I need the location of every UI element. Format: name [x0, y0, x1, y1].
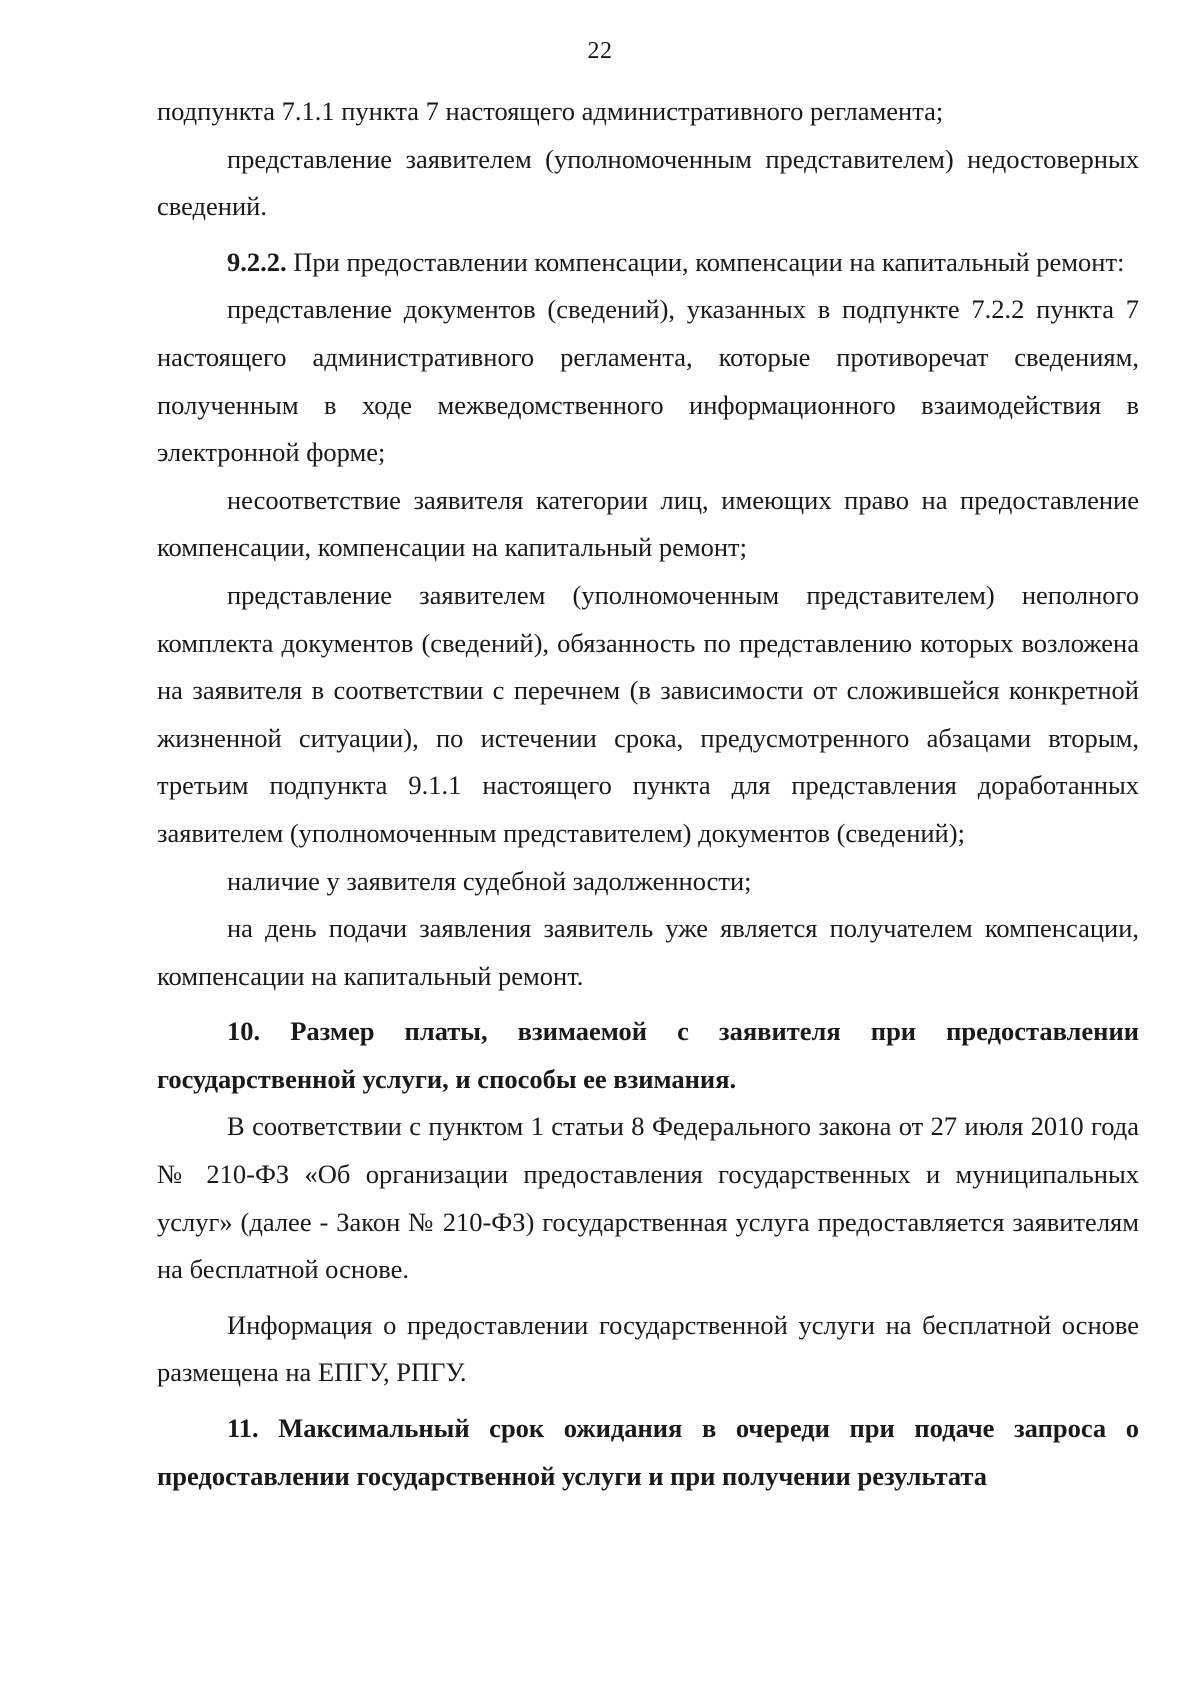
document-body — [157, 88, 1139, 1500]
section-heading-10: 10. Размер платы, взимаемой с заявителя при предоставлении государственной услуги, и способы ее взимания. — [157, 1016, 1139, 1094]
paragraph-already-recipient: на день подачи заявления заявитель уже является получателем компенсации, компенсации на капитальный ремонт. — [157, 913, 1139, 991]
paragraph-9-2-2 — [157, 239, 1139, 287]
section-heading-11: 11. Максимальный срок ожидания в очереди при подаче запроса о предоставлении государственной услуги и при получении результата — [157, 1413, 1139, 1491]
paragraph-category-mismatch: несоответствие заявителя категории лиц, имеющих право на предоставление компенсации, компенсации на капитальный ремонт; — [157, 484, 1139, 563]
paragraph-info-epgu: Информация о предоставлении государственной услуги на бесплатной основе размещена на ЕПГУ, РПГУ. — [157, 1309, 1139, 1388]
paragraph-free-of-charge: В соответствии с пунктом 1 статьи 8 Федерального закона от 27 июля 2010 года № 210-ФЗ «Об организации предоставления государственных и муниципальных услуг» (далее - Закон № 210-ФЗ) государственная услуга предоставляется заявителям на бесплатной основе. — [157, 1111, 1139, 1285]
paragraph-contradicting-docs: представление документов (сведений), указанных в подпункте 7.2.2 пункта 7 настоящего административного регламента, которые противоречат сведениям, полученным в ходе межведомственного информационного взаимодействия в электронной форме; — [157, 294, 1139, 468]
page-number: 22 — [587, 38, 613, 64]
paragraph-false-info: представление заявителем (уполномоченным представителем) недостоверных сведений. — [157, 143, 1139, 222]
clause-text: При предоставлении компенсации, компенсации на капитальный ремонт: — [293, 246, 1125, 277]
paragraph-incomplete-docs: представление заявителем (уполномоченным представителем) неполного комплекта документов (сведений), обязанность по представлению которых возложена на заявителя в соответствии с перечнем (в зависимости от сложившейся конкретной жизненной ситуации), по истечении срока, предусмотренного абзацами вторым, третьим подпункта 9.1.1 настоящего пункта для представления доработанных заявителем (уполномоченным представителем) документов (сведений); — [157, 579, 1139, 848]
paragraph-court-debt: наличие у заявителя судебной задолженности; — [227, 865, 752, 896]
paragraph-continuation: подпункта 7.1.1 пункта 7 настоящего административного регламента; — [157, 96, 944, 126]
clause-number: 9.2.2. — [227, 246, 287, 277]
